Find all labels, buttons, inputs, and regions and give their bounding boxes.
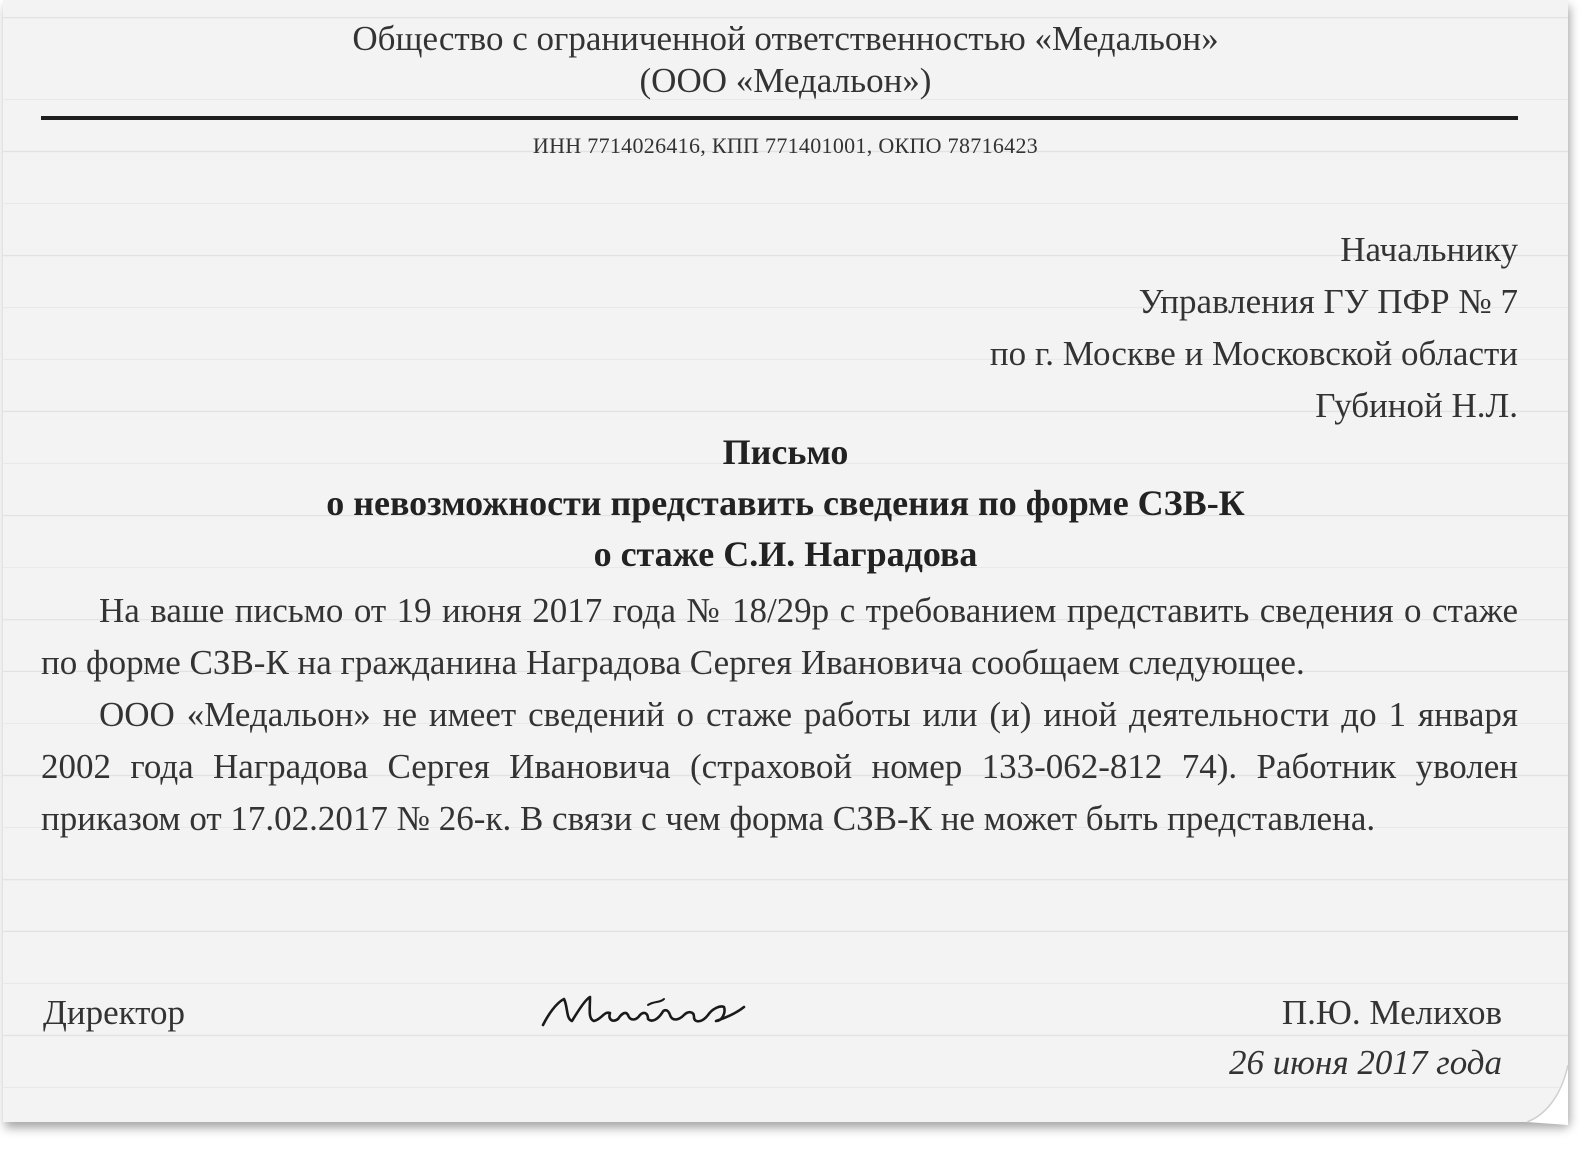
title-line: о стаже С.И. Наградова bbox=[593, 534, 978, 574]
addressee-line: Управления ГУ ПФР № 7 bbox=[1138, 282, 1518, 321]
handwritten-signature bbox=[538, 985, 753, 1050]
title-line: о невозможности представить сведения по форме СЗВ-К bbox=[326, 483, 1245, 523]
signatory-role: Директор bbox=[43, 993, 186, 1032]
signatory-name: П.Ю. Мелихов bbox=[1281, 993, 1502, 1032]
org-header bbox=[3, 18, 1568, 102]
body-paragraph: ООО «Медальон» не имеет сведений о стаже работы или (и) иной деятельности до 1 января 2002 года Наградова Сергея Ивановича (страховой номер 133-062-812 74). Работник уволен приказом от 17.02.2017 № 26-к. В связи с чем форма СЗВ-К не может быть представлена. bbox=[41, 695, 1518, 838]
title-line: Письмо bbox=[722, 432, 849, 472]
org-name: Общество с ограниченной ответственностью «Медальон» bbox=[352, 19, 1219, 58]
signature-graphic bbox=[538, 985, 753, 1045]
addressee-line: Губиной Н.Л. bbox=[1315, 386, 1518, 425]
letter-date: 26 июня 2017 года bbox=[1229, 1043, 1502, 1082]
header-divider bbox=[41, 116, 1518, 120]
addressee-block bbox=[990, 224, 1518, 432]
page-curl bbox=[1527, 1065, 1569, 1125]
addressee-line: Начальнику bbox=[1340, 230, 1518, 269]
letter-sheet bbox=[3, 0, 1568, 1122]
org-short-name: (ООО «Медальон») bbox=[639, 61, 932, 100]
body-paragraph: На ваше письмо от 19 июня 2017 года № 18/29р с требованием представить сведения о стаже по форме СЗВ-К на гражданина Наградова Сергея Ивановича сообщаем следующее. bbox=[41, 591, 1518, 682]
letter-title bbox=[3, 427, 1568, 580]
org-identifiers: ИНН 7714026416, КПП 771401001, ОКПО 78716423 bbox=[532, 133, 1039, 158]
letter-body bbox=[41, 585, 1518, 845]
addressee-line: по г. Москве и Московской области bbox=[989, 334, 1518, 373]
